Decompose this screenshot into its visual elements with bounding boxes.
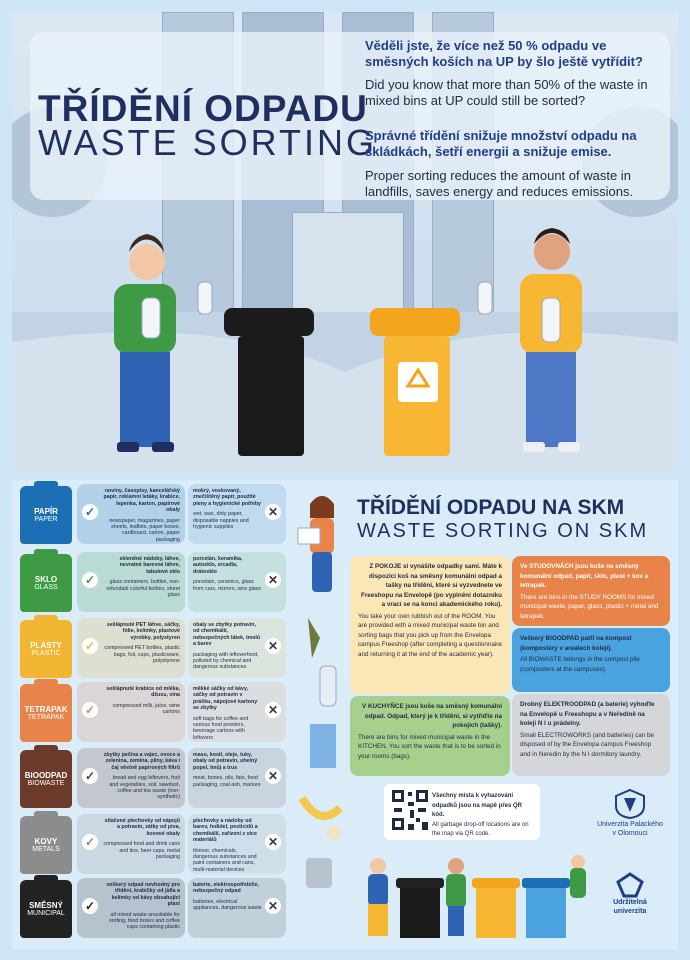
sust-line1: Udržitelná	[613, 899, 647, 906]
item-illustrations	[290, 488, 352, 948]
milk-carton-icon	[310, 724, 336, 768]
category-name-en: BIOWASTE	[27, 780, 65, 787]
qr-text-en: All garbage drop-off locations are on the map via QR code.	[432, 821, 529, 837]
allowed-en: compressed PET bottles, plastic bags, foil, cups, plasticware, polystyrene	[104, 645, 180, 665]
hero-question-en: Did you know that more than 50% of the waste in mixed bins at UP could still be sorted?	[365, 77, 648, 108]
category-row	[20, 878, 288, 938]
allowed-cz: sešlápnuté krabice od mléka, džusu, vína	[106, 686, 180, 699]
forbidden-cz: maso, kosti, oleje, tuky, obaly od potravin, uhelný popel, hnůj a trus	[193, 752, 258, 771]
info-bio-cz: Veškerý BIOODPAD patří na kompost (kompostéry v areálech kolejí).	[520, 635, 632, 652]
hero-fact-cz: Správné třídění snižuje množství odpadu na skládkách, šetří energii a snižuje emise.	[365, 128, 637, 159]
allowed-cz: zbytky pečiva a vajec, ovoce a zelenina, zemina, plíny, káva i čaj věetně papírových filtrů	[103, 752, 180, 771]
page-title-cz: TŘÍDĚNÍ ODPADU	[38, 88, 368, 129]
cross-icon: ✕	[265, 504, 281, 520]
forbidden-cz: baterie, elektrospotřebiče, nebezpečný odpad	[193, 882, 259, 895]
info-kitchen-en: There are bins for mixed municipal waste in the KITCHEN. You sort the waste that is to be sorted in your rooms (bags).	[358, 733, 501, 760]
hero-fact-en: Proper sorting reduces the amount of waste in landfills, saves energy and reduces emissions.	[365, 168, 634, 199]
check-icon: ✓	[82, 504, 98, 520]
category-name-cz: TETRAPAK	[24, 705, 68, 714]
info-electro	[512, 694, 670, 776]
category-row	[20, 814, 288, 874]
allowed-en: all mixed waste unsuitable for sorting, food boxes and coffee cups containing plastic	[109, 911, 180, 931]
info-study-cz: Ve STUDOVNÁCH jsou koše na směsný komunální odpad, papír, sklo, plast + kov a tetrapak.	[520, 563, 649, 589]
black-bin-lid	[224, 308, 314, 336]
person-right-head	[534, 234, 570, 270]
allowed-items	[77, 484, 185, 544]
check-icon: ✓	[82, 898, 98, 914]
forbidden-en: thinner, chemicals, dangerous substances and paint containers and cans, multi-material devices	[193, 847, 257, 873]
university-logo-icon	[612, 788, 648, 820]
cross-icon: ✕	[265, 702, 281, 718]
skm-title-en: WASTE SORTING ON SKM	[357, 520, 649, 542]
category-row	[20, 618, 288, 678]
forbidden-en: meat, bones, oils, fats, food packaging, coal ash, manure	[193, 775, 261, 788]
category-name-cz: PLASTY	[30, 641, 62, 650]
univ-line1: Univerzita Palackého	[597, 821, 663, 828]
bottle-icon	[198, 282, 212, 314]
category-name-en: TETRAPAK	[27, 714, 65, 721]
cross-icon: ✕	[265, 572, 281, 588]
category-name-en: PLASTIC	[31, 650, 61, 657]
bin-tag	[20, 684, 72, 742]
info-study-en: There are bins in the STUDY ROOMS for mixed municipal waste, paper, glass, plastic + metal and tetrapak.	[520, 593, 659, 620]
category-row	[20, 748, 288, 808]
category-name-en: MUNICIPAL	[27, 910, 65, 917]
sustainable-logo-icon	[616, 872, 644, 898]
bottle-icon	[542, 298, 560, 342]
cross-icon: ✕	[265, 638, 281, 654]
check-icon: ✓	[82, 834, 98, 850]
page-title-en: WASTE SORTING	[38, 122, 378, 163]
forbidden-items	[188, 552, 286, 612]
info-kitchen-cz: V KUCHYŇCE jsou koše na směsný komunální odpad. Odpad, který je k třídění, si vytřiďte na pokojích (tašky).	[362, 703, 502, 729]
info-elec-en: Small ELECTROWORKS (and batteries) can be disposed of by the Envelopa campus Freeshop and in Neredin by the N I dormitory laundry.	[520, 731, 655, 758]
black-bin	[238, 336, 304, 456]
bottle-icon	[478, 282, 492, 314]
allowed-items	[77, 814, 185, 874]
info-biowaste	[512, 628, 670, 692]
forbidden-en: wet, wax, dirty paper, disposable nappies and hygienic supplies	[193, 511, 249, 531]
check-icon: ✓	[82, 638, 98, 654]
univ-line2: v Olomouci	[612, 830, 648, 837]
qr-text	[432, 792, 536, 840]
check-icon: ✓	[82, 572, 98, 588]
black-bin	[400, 886, 440, 938]
forbidden-items	[188, 618, 286, 678]
info-study	[512, 556, 670, 626]
info-elec-cz: Drobný ELEKTROODPAD (a baterie) vyhoďte na Envelopě u Freeshopu a v Neředíně na koleji N I u prádelny.	[520, 701, 655, 727]
university-name	[590, 820, 670, 838]
allowed-en: bread and egg leftovers, fruit and vegetables, soil, sawdust, coffee and tea waste (non-synthetic)	[109, 775, 180, 801]
bottle-icon	[142, 298, 160, 338]
category-row	[20, 682, 288, 742]
bin-tag	[20, 816, 72, 874]
forbidden-en: packaging with leftoverfood, polluted by chemical and dangerous substances	[193, 651, 259, 671]
egg-shell-icon	[327, 826, 341, 840]
info-kitchen	[350, 696, 510, 776]
bin-tag	[20, 880, 72, 938]
allowed-cz: sešlápnuté PET láhve, sáčky, fólie, kelímky, plastové výrobky, polystyren	[106, 622, 180, 641]
check-icon: ✓	[82, 702, 98, 718]
category-name-cz: SKLO	[34, 575, 58, 584]
forbidden-en: porcelain, ceramics, glass from cars, mirrors, wire glass	[193, 579, 261, 592]
cross-icon: ✕	[265, 834, 281, 850]
category-row	[20, 484, 288, 544]
forbidden-en: soft bags for coffee and various food powders, beverage cartons with leftovers	[193, 715, 249, 741]
allowed-items	[77, 618, 185, 678]
sustainable-university	[590, 898, 670, 916]
cross-icon: ✕	[265, 898, 281, 914]
forbidden-items	[188, 682, 286, 742]
bin-tag	[20, 620, 72, 678]
qr-text-cz: Všechny místa k vyhazování odpadků jsou na mapě přes QR kód.	[432, 793, 523, 818]
person-left-head	[129, 244, 165, 280]
bin-tag	[20, 554, 72, 612]
category-name-en: GLASS	[34, 584, 58, 591]
cross-icon: ✕	[265, 768, 281, 784]
skm-title-cz: TŘÍDĚNÍ ODPADU NA SKM	[357, 496, 625, 519]
forbidden-en: batteries, electrical appliances, dangerous waste	[193, 898, 262, 912]
forbidden-cz: plechovky a nádoby od barev, ředidel, pesticidů a chemikálií, zařízení z více materiálů	[193, 818, 258, 844]
forbidden-cz: mokrý, voskovaný, znečištěný papír, použité pleny a hygienické potřeby	[193, 488, 261, 507]
metal-can-icon	[306, 858, 332, 888]
forbidden-items	[188, 748, 286, 808]
bottom-section	[12, 480, 678, 950]
allowed-items	[77, 552, 185, 612]
glass-shard-icon	[308, 618, 320, 658]
category-name-cz: KOVY	[34, 837, 58, 846]
hero-question-cz: Věděli jste, že více než 50 % odpadu ve směsných koších na UP by šlo ještě vytřídit?	[365, 38, 643, 69]
allowed-cz: noviny, časopisy, kancelářský papír, reklamní letáky, krabice, lepenka, karton, papírové obaly	[103, 488, 180, 514]
info-bio-en: All BIOWASTE belongs in the compost pile (composters at the campuses).	[520, 656, 640, 673]
allowed-cz: skleněné nádoby, láhve, nevratné barevné láhve, tabulové sklo	[119, 556, 180, 575]
yellow-bin	[476, 886, 516, 938]
blue-bin	[526, 886, 566, 938]
yellow-bin-lid	[370, 308, 460, 336]
sorting-scene-illustration	[356, 846, 586, 946]
allowed-en: compressed milk, juice, wine cartons	[112, 702, 180, 716]
category-name-en: PAPER	[34, 516, 58, 523]
allowed-en: compressed food and drink cans and tins, beer caps, metal packaging	[103, 841, 180, 861]
info-room-en: You take your own rubbish out of the ROOM. You are provided with a mixed municipal waste bin and sorting bags that you pick up from the Envelopa campus Freeshop (after completing a questionnaire and returning it at the end of the academic year).	[358, 612, 502, 658]
allowed-items	[77, 878, 185, 938]
allowed-items	[77, 748, 185, 808]
category-row	[20, 552, 288, 612]
allowed-en: glass containers, bottles, non-refundabl colorful bottles, sheet glass	[106, 579, 180, 599]
forbidden-cz: měkké sáčky od kávy, sáčky od potravin v prášku, nápojové kartony se zbytky	[193, 686, 258, 712]
allowed-cz: veškerý odpad nevhodný pro třídění, krabičky od jídla a kelímky od kávy obsahující plast	[106, 882, 180, 908]
forbidden-items	[188, 814, 286, 874]
category-name-cz: BIOODPAD	[24, 771, 68, 780]
allowed-cz: stlačené plechovky od nápojů a potravin, zátky od piva, kovové obaly	[104, 818, 180, 837]
allowed-en: newspaper, magazines, paper sheets, leaflets, paper boxes, cardboard, carton, paper packaging	[109, 517, 180, 543]
banana-peel-icon	[302, 798, 340, 816]
forbidden-items	[188, 878, 286, 938]
qr-code-icon[interactable]	[390, 788, 430, 834]
forbidden-items	[188, 484, 286, 544]
forbidden-cz: obaly se zbytky potravin, od chemikálií, nebezpečných látek, tmelů a barev	[193, 622, 261, 648]
forbidden-cz: porcelán, keramika, autosklo, zrcadla, drátosklo	[193, 556, 243, 575]
paper-stack-icon	[298, 528, 320, 544]
category-name-en: METALS	[32, 846, 60, 853]
category-name-cz: PAPÍR	[34, 507, 58, 516]
bin-tag	[20, 486, 72, 544]
check-icon: ✓	[82, 768, 98, 784]
info-room-cz: Z POKOJE si vynášíte odpadky sami. Máte k dispozici koš na směsný komunální odpad a tašky na třídění, které si vyzvednete ve Freeshopu na Envelopě (po vyplnění dotazníku a vrací se na konci akademického roku).	[361, 563, 502, 608]
sust-line2: univerzita	[613, 908, 647, 915]
allowed-items	[77, 682, 185, 742]
category-name-cz: SMĚSNÝ	[29, 901, 63, 910]
plastic-bottle-icon	[320, 666, 336, 706]
bin-tag	[20, 750, 72, 808]
info-room	[350, 556, 510, 694]
